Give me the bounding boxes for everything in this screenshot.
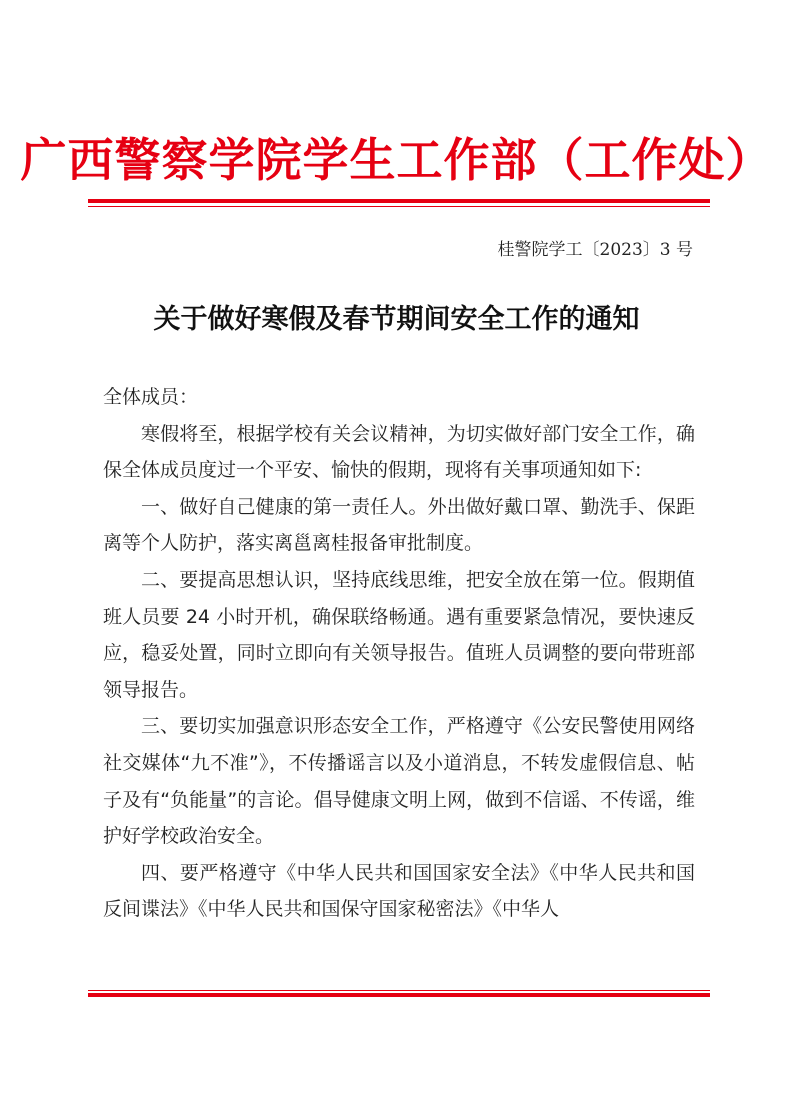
document-number: 桂警院学工〔2023〕3 号 bbox=[497, 240, 693, 260]
paragraph-intro: 寒假将至，根据学校有关会议精神，为切实做好部门安全工作，确保全体成员度过一个平安、愉快的假期，现将有关事项通知如下: bbox=[103, 422, 695, 482]
paragraph-item-2: 二、要提高思想认识，坚持底线思维，把安全放在第一位。假期值班人员要 24 小时开机，确保联络畅通。遇有重要紧急情况，要快速反应，稳妥处置，同时立即向有关领导报告。值班人员调整的要向带班部领导报告。 bbox=[103, 568, 695, 701]
footer-red-rule-thick bbox=[88, 993, 710, 997]
footer-red-rule-thin bbox=[88, 990, 710, 991]
notice-body bbox=[103, 379, 695, 928]
salutation: 全体成员： bbox=[103, 386, 199, 408]
paragraph-item-1: 一、做好自己健康的第一责任人。外出做好戴口罩、勤洗手、保距离等个人防护，落实离邕离桂报备审批制度。 bbox=[103, 495, 695, 555]
organization-header-title: 广西警察学院学生工作部（工作处） bbox=[20, 133, 773, 187]
header-red-rule-thick bbox=[88, 199, 710, 203]
paragraph-item-3: 三、要切实加强意识形态安全工作，严格遵守《公安民警使用网络社交媒体“九不准”》，不传播谣言以及小道消息，不转发虚假信息、帖子及有“负能量”的言论。倡导健康文明上网，做到不信谣、不传谣，维护好学校政治安全。 bbox=[103, 715, 695, 848]
header-red-rule-thin bbox=[88, 206, 710, 207]
paragraph-item-4: 四、要严格遵守《中华人民共和国国家安全法》《中华人民共和国反间谍法》《中华人民共和国保守国家秘密法》《中华人 bbox=[103, 861, 695, 921]
notice-title: 关于做好寒假及春节期间安全工作的通知 bbox=[153, 304, 640, 335]
